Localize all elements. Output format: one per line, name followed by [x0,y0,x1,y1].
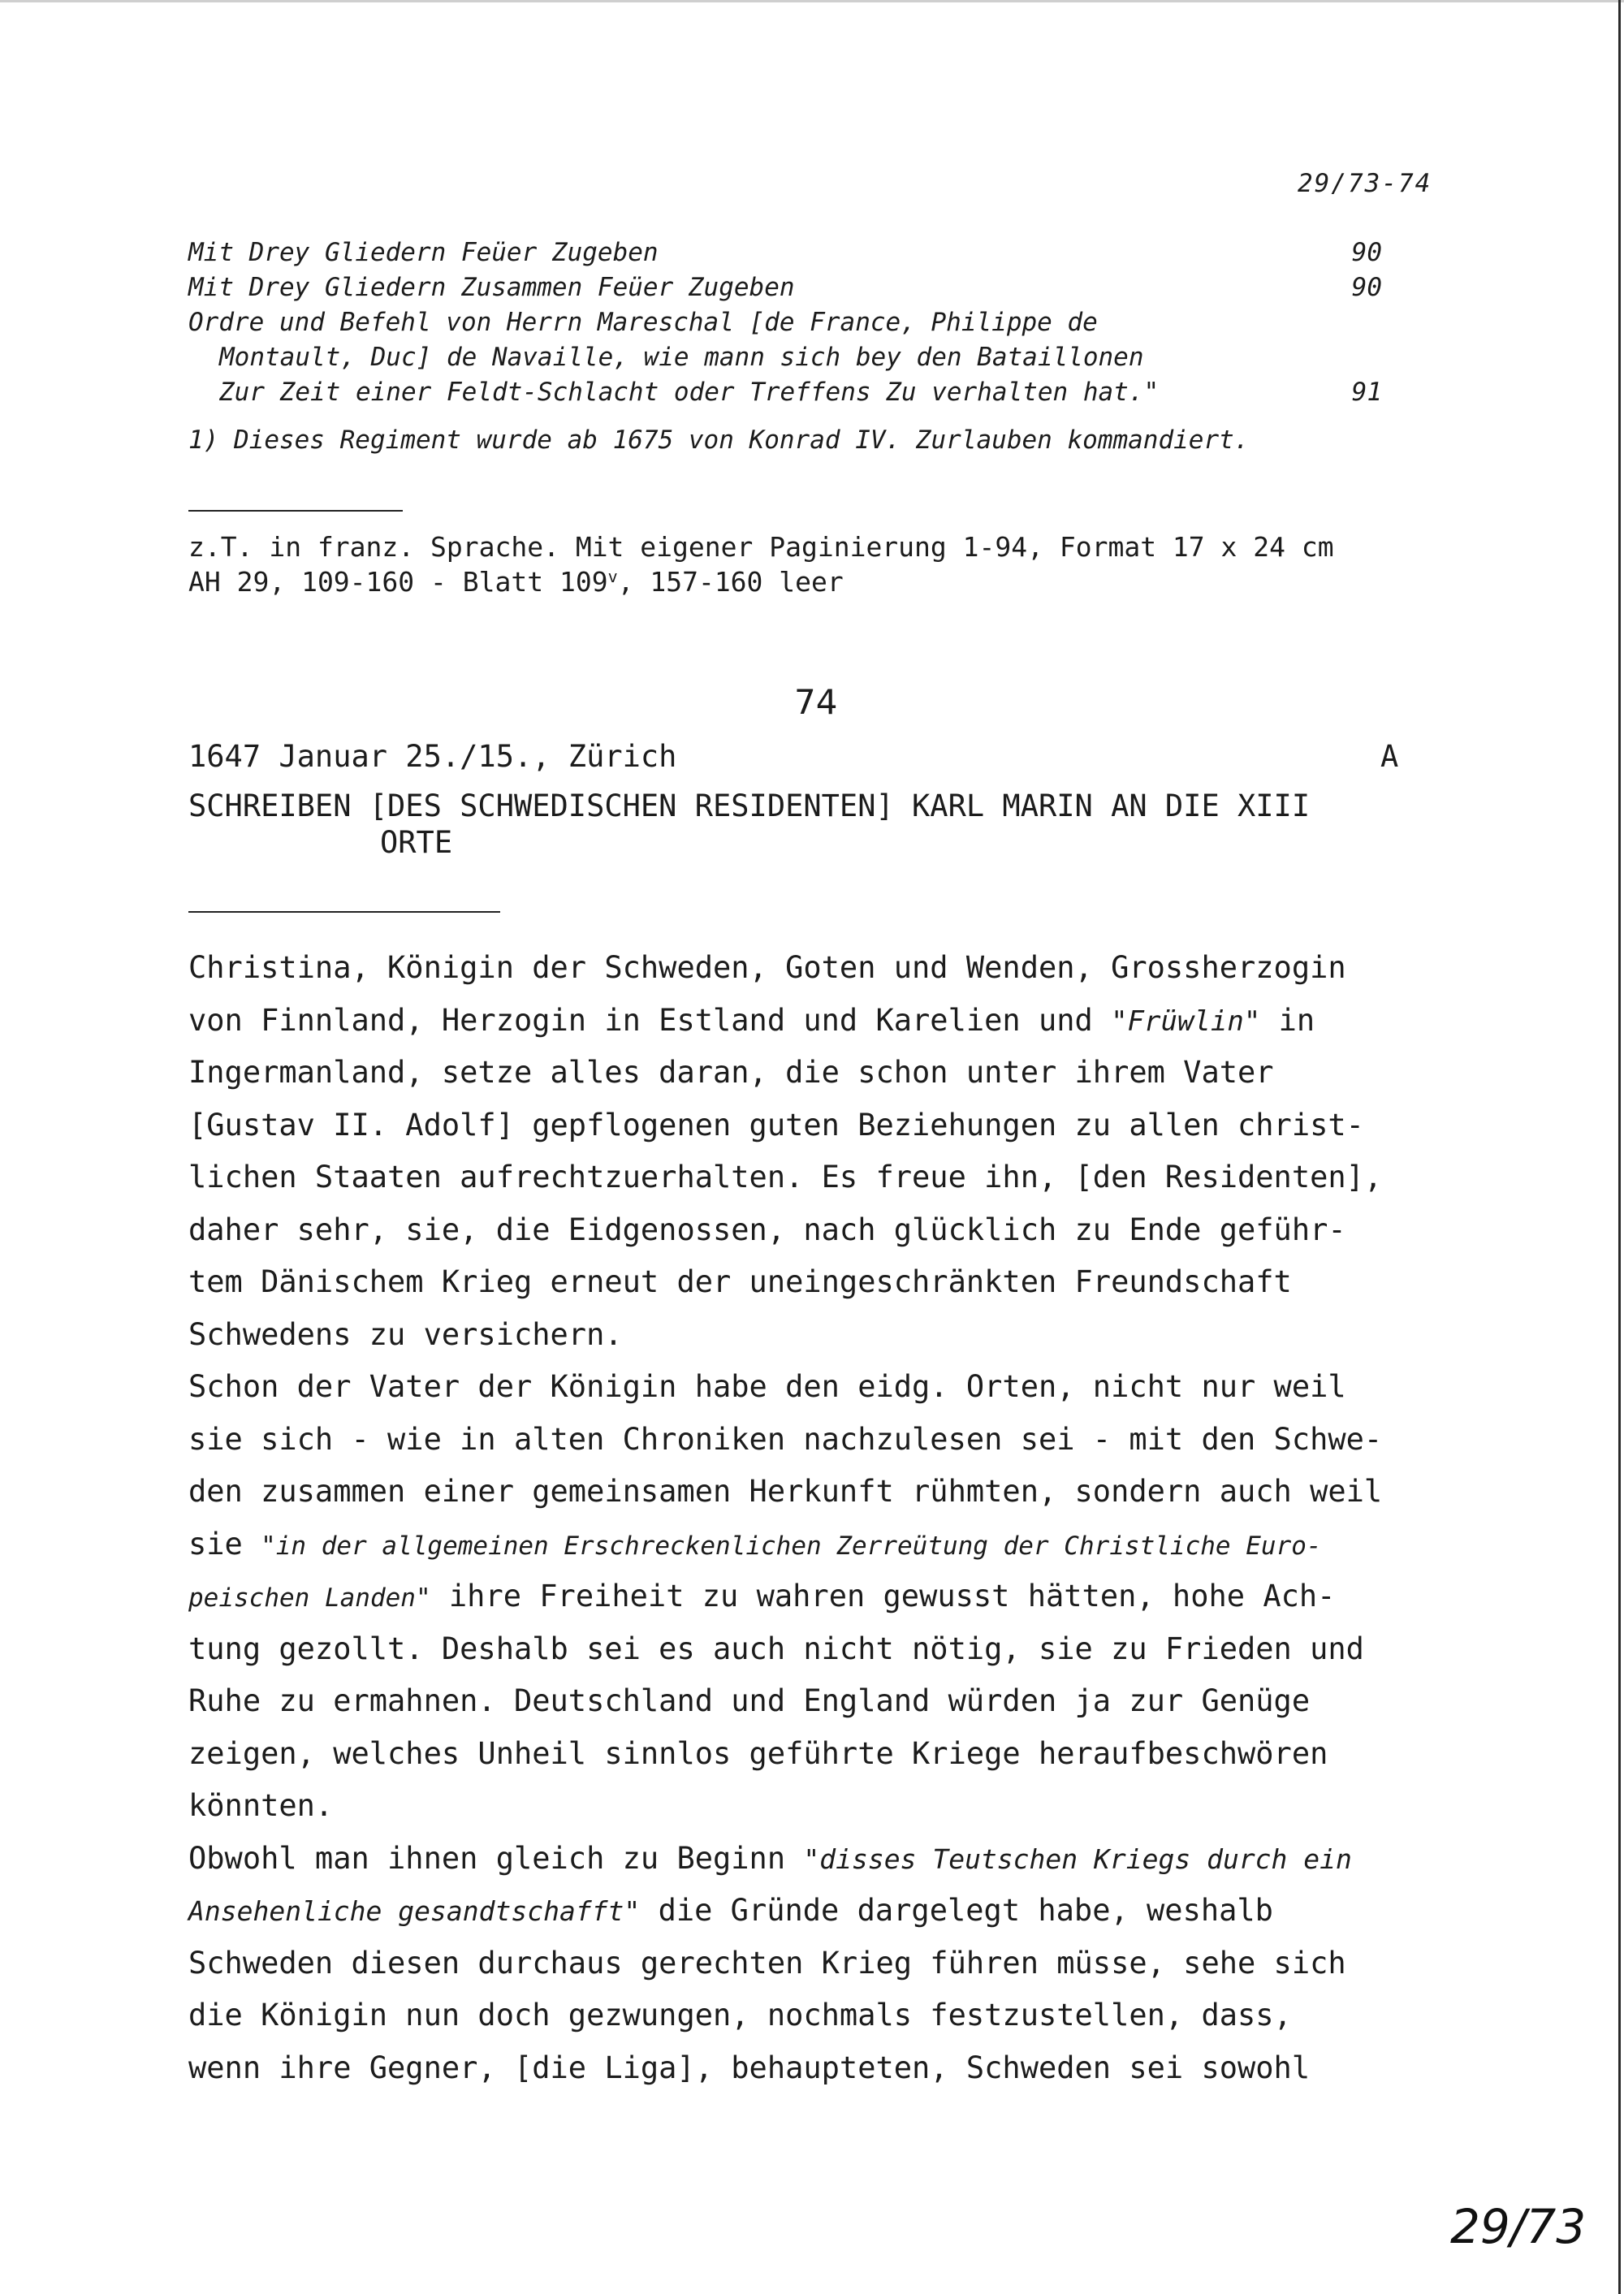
body-line: wenn ihre Gegner, [die Liga], behaupteten, Schweden sei sowohl [188,2050,1311,2085]
document-number: 74 [794,682,838,722]
body-line: zeigen, welches Unheil sinnlos geführte Kriege heraufbeschwören [188,1735,1328,1771]
title-divider [188,911,500,913]
body-line: den zusammen einer gemeinsamen Herkunft rühmten, sondern auch weil [188,1474,1383,1509]
body-line [188,1570,1504,1623]
verso-superscript: v [607,567,618,586]
quoted-passage: "in der allgemeinen Erschreckenlichen Zerreütung der Christliche Euro- [261,1531,1322,1561]
toc-entry [188,305,1406,340]
body-text-span: von Finnland, Herzogin in Estland und Karelien und [188,1002,1112,1038]
document-title-line: ORTE [380,825,453,860]
body-line [188,1519,1504,1571]
body-line: könnten. [188,1788,334,1823]
body-line [188,995,1504,1048]
document-title-line: SCHREIBEN [DES SCHWEDISCHEN RESIDENTEN] KARL MARIN AN DIE XIII [188,788,1311,823]
toc-entry-text: Montault, Duc] de Navaille, wie mann sich bey den Bataillonen [219,343,1144,372]
document-body [188,942,1504,2094]
page-reference: 29/73-74 [1298,169,1432,198]
toc-entry [188,375,1406,410]
toc-entry-page: 90 [1351,273,1382,302]
document-date-place: 1647 Januar 25./15., Zürich [188,739,677,774]
table-of-contents [188,235,1406,410]
quoted-passage: Ansehenliche gesandtschafft" [188,1895,641,1927]
body-line: Schweden diesen durchaus gerechten Krieg führen müsse, sehe sich [188,1945,1346,1981]
body-line: Schon der Vater der Königin habe den eidg. Orten, nicht nur weil [188,1369,1346,1404]
body-line: daher sehr, sie, die Eidgenossen, nach glücklich zu Ende geführ- [188,1212,1346,1247]
toc-entry [188,270,1406,305]
body-text-span: in [1260,1002,1315,1038]
body-line: die Königin nun doch gezwungen, nochmals festzustellen, dass, [188,1998,1292,2033]
body-text-span: ihre Freiheit zu wahren gewusst hätten, hohe Ach- [430,1579,1336,1614]
quoted-title: "Früwlin" [1111,1004,1261,1038]
archive-metadata [188,529,1334,599]
page-top-edge [0,0,1624,2]
footnote: 1) Dieses Regiment wurde ab 1675 von Konrad IV. Zurlauben kommandiert. [188,426,1250,455]
toc-entry-text: Ordre und Befehl von Herrn Mareschal [de France, Philippe de [188,308,1098,337]
body-line: Ingermanland, setze alles daran, die schon unter ihrem Vater [188,1055,1274,1090]
toc-entry-text: Mit Drey Gliedern Feüer Zugeben [188,238,659,267]
toc-entry-page: 91 [1351,378,1382,407]
section-divider [188,510,403,512]
body-line: lichen Staaten aufrechtzuerhalten. Es freue ihn, [den Residenten], [188,1160,1383,1195]
metadata-line [188,564,1334,599]
handwritten-page-mark: 29/73 [1450,2199,1587,2254]
metadata-folio: AH 29, 109-160 - Blatt 109 [188,566,608,598]
body-line: [Gustav II. Adolf] gepflogenen guten Beziehungen zu allen christ- [188,1107,1364,1143]
body-text-span: Obwohl man ihnen gleich zu Beginn [188,1840,804,1876]
body-line: Schwedens zu versichern. [188,1316,623,1352]
metadata-line: z.T. in franz. Sprache. Mit eigener Paginierung 1-94, Format 17 x 24 cm [188,531,1334,563]
toc-entry [188,340,1406,375]
body-text-span: die Gründe dargelegt habe, weshalb [640,1893,1273,1928]
toc-entry-page: 90 [1351,238,1382,267]
body-line: tung gezollt. Deshalb sei es auch nicht nötig, sie zu Frieden und [188,1631,1364,1666]
metadata-blank-pages: , 157-160 leer [617,566,844,598]
toc-entry-text: Mit Drey Gliedern Zusammen Feüer Zugeben [188,273,795,302]
body-line: tem Dänischem Krieg erneut der uneingeschränkten Freundschaft [188,1264,1292,1299]
body-line [188,1885,1504,1938]
body-line [188,1833,1504,1886]
toc-entry [188,235,1406,270]
quoted-passage: "disses Teutschen Kriegs durch ein [803,1843,1352,1875]
document-type-code: A [1380,739,1399,774]
quoted-passage: peischen Landen" [188,1583,431,1613]
document-title [188,788,1310,861]
toc-entry-text: Zur Zeit einer Feldt-Schlacht oder Treffens Zu verhalten hat." [219,378,1160,407]
body-line: Ruhe zu ermahnen. Deutschland und England würden ja zur Genüge [188,1683,1311,1718]
body-line: Christina, Königin der Schweden, Goten und Wenden, Grossherzogin [188,950,1346,985]
body-text-span: sie [188,1526,261,1562]
page-right-edge [1618,0,1621,2294]
body-line: sie sich - wie in alten Chroniken nachzulesen sei - mit den Schwe- [188,1421,1383,1457]
